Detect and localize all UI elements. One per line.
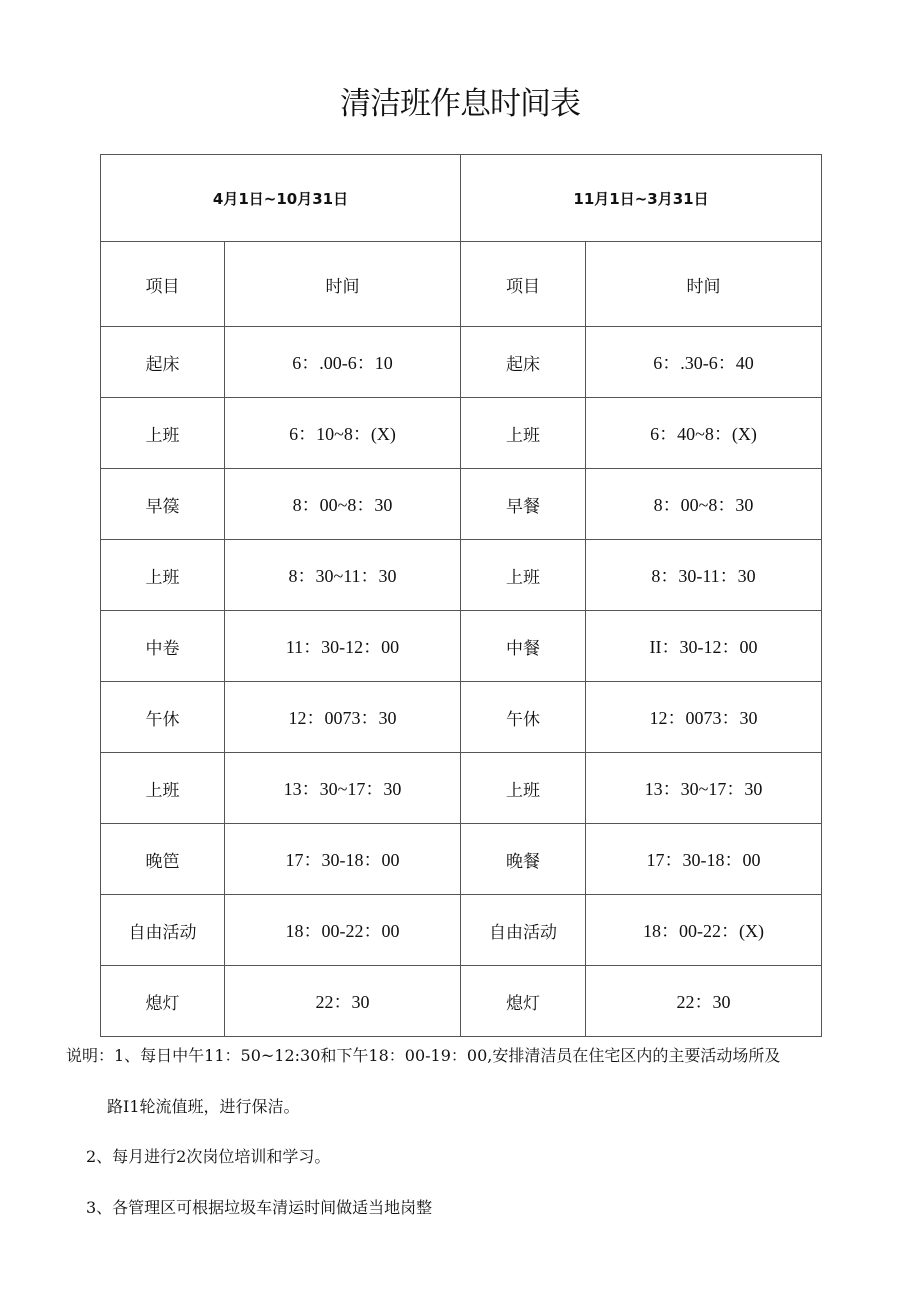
winter-item-cell: 自由活动 xyxy=(461,895,586,966)
winter-item-cell: 起床 xyxy=(461,327,586,398)
summer-time-cell: 11：30-12：00 xyxy=(225,611,461,682)
table-row xyxy=(101,611,822,682)
winter-time-cell: 8：30-11：30 xyxy=(586,540,822,611)
column-header-item: 项目 xyxy=(461,242,586,327)
table-row xyxy=(101,966,822,1037)
winter-time-cell: 8：00~8：30 xyxy=(586,469,822,540)
winter-time-cell: II：30-12：00 xyxy=(586,611,822,682)
winter-item-cell: 早餐 xyxy=(461,469,586,540)
table-row xyxy=(101,398,822,469)
summer-time-cell: 8：30~11：30 xyxy=(225,540,461,611)
winter-item-cell: 上班 xyxy=(461,540,586,611)
table-row xyxy=(101,540,822,611)
note-line-4: 3、各管理区可根据垃圾车清运时间做适当地岗整 xyxy=(86,1198,433,1217)
winter-item-cell: 晚餐 xyxy=(461,824,586,895)
summer-item-cell: 早篌 xyxy=(101,469,225,540)
winter-time-cell: 12：0073：30 xyxy=(586,682,822,753)
table-row xyxy=(101,327,822,398)
summer-item-cell: 起床 xyxy=(101,327,225,398)
column-header-time: 时间 xyxy=(586,242,822,327)
note-line-1: 说明：1、每日中午11：50~12:30和下午18：00-19：00,安排清洁员在住宅区内的主要活动场所及 xyxy=(66,1046,781,1065)
period-row xyxy=(101,155,822,242)
summer-item-cell: 自由活动 xyxy=(101,895,225,966)
period-winter: 11月1日~3月31日 xyxy=(461,155,822,242)
note-line-3: 2、每月进行2次岗位培训和学习。 xyxy=(86,1147,331,1166)
winter-time-cell: 17：30-18：00 xyxy=(586,824,822,895)
table-row xyxy=(101,753,822,824)
summer-item-cell: 晚笆 xyxy=(101,824,225,895)
summer-time-cell: 13：30~17：30 xyxy=(225,753,461,824)
summer-item-cell: 上班 xyxy=(101,398,225,469)
winter-time-cell: 6：.30-6：40 xyxy=(586,327,822,398)
winter-time-cell: 13：30~17：30 xyxy=(586,753,822,824)
winter-time-cell: 22：30 xyxy=(586,966,822,1037)
page-title: 清洁班作息时间表 xyxy=(340,86,580,122)
table-row xyxy=(101,895,822,966)
summer-time-cell: 6：.00-6：10 xyxy=(225,327,461,398)
header-row xyxy=(101,242,822,327)
winter-item-cell: 午休 xyxy=(461,682,586,753)
column-header-item: 项目 xyxy=(101,242,225,327)
summer-time-cell: 12：0073：30 xyxy=(225,682,461,753)
summer-item-cell: 午休 xyxy=(101,682,225,753)
column-header-time: 时间 xyxy=(225,242,461,327)
summer-item-cell: 熄灯 xyxy=(101,966,225,1037)
summer-time-cell: 8：00~8：30 xyxy=(225,469,461,540)
summer-item-cell: 上班 xyxy=(101,753,225,824)
summer-time-cell: 18：00-22：00 xyxy=(225,895,461,966)
summer-time-cell: 17：30-18：00 xyxy=(225,824,461,895)
winter-time-cell: 6：40~8：(X) xyxy=(586,398,822,469)
table-row xyxy=(101,824,822,895)
period-summer: 4月1日~10月31日 xyxy=(101,155,461,242)
note-line-2: 路I1轮流值班，进行保洁。 xyxy=(107,1097,300,1116)
winter-item-cell: 熄灯 xyxy=(461,966,586,1037)
summer-time-cell: 22：30 xyxy=(225,966,461,1037)
summer-item-cell: 中卷 xyxy=(101,611,225,682)
winter-item-cell: 上班 xyxy=(461,753,586,824)
winter-time-cell: 18：00-22：(X) xyxy=(586,895,822,966)
table-row xyxy=(101,682,822,753)
schedule-table xyxy=(100,154,822,1037)
table-row xyxy=(101,469,822,540)
winter-item-cell: 中餐 xyxy=(461,611,586,682)
summer-time-cell: 6：10~8：(X) xyxy=(225,398,461,469)
winter-item-cell: 上班 xyxy=(461,398,586,469)
summer-item-cell: 上班 xyxy=(101,540,225,611)
